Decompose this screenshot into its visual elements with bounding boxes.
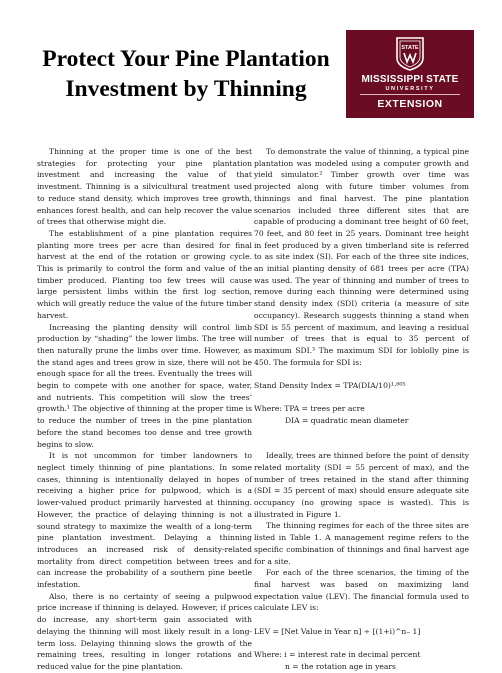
- logo-divider: [360, 94, 460, 95]
- left-paragraph-2: The establishment of a pine plantation requires planting more trees per acre than desired for final harvest at the end of the rotation or growing cycle. This is primarily to control the form and value of the timber produced. Planting too few trees will cause large persistent limbs within the first log section, which will greatly reduce the value of the future timber harvest.: [37, 228, 252, 320]
- logo-university-word: UNIVERSITY: [385, 86, 435, 92]
- right-paragraph-3: The thinning regimes for each of the three sites are listed in Table 1. A management regime refers to the specific combination of thinnings and final harvest age for a site.: [254, 521, 469, 566]
- right-paragraph-2: Ideally, trees are thinned before the point of density related mortality (SDI = 55 percent of max), and the number of trees retained in the stand after thinning (SDI = 35 percent of max) should ensure adequate site occupancy (no growing space is wasted). This is illustrated in Figure 1.: [254, 451, 469, 519]
- left-paragraph-1: Thinning at the proper time is one of the best strategies for protecting your pine plantation investment and increasing the value of that investment. Thinning is a silvicultural treatment used to reduce stand density, which improves tree growth, enhances forest health, and can help recover the value of trees that otherwise might die.: [37, 147, 252, 227]
- page-title: [36, 44, 336, 104]
- left-paragraph-5: Also, there is no certainty of seeing a pulpwood price increase if thinning is delayed. However, if prices do increase, any short-term gain associated with delaying the thinning will most likely result in a long-term loss. Delaying thinning slows the growth of the remaining trees, resulting in longer rotations and reduced value for the pine plantation.: [37, 591, 252, 671]
- title-line-1: Protect Your Pine Plantation: [42, 46, 330, 72]
- left-column: [37, 146, 252, 673]
- lev-formula: LEV = [Net Value in Year n] ÷ [(1+i)^n– 1]: [254, 626, 421, 636]
- right-paragraph-4: For each of the three scenarios, the timing of the final harvest was based on maximizing land expectation value (LEV). The financial formula used to calculate LEV is:: [254, 568, 469, 613]
- msu-extension-logo: [346, 30, 474, 118]
- seal-text: STATE: [401, 45, 419, 51]
- logo-university-name: MISSISSIPPI STATE: [361, 74, 459, 85]
- lev-where-n: n = the rotation age in years: [285, 661, 396, 671]
- right-column: [254, 146, 469, 673]
- left-paragraph-4: It is not uncommon for timber landowners to neglect timely thinning of pine plantations. In some cases, thinning is intentionally delayed in hopes of receiving a higher price for pulpwood, which is a lower-valued product primarily harvested at thinning. However, the practice of delaying thinning is not a sound strategy to maximize the wealth of a long-term pine plantation investment. Delaying a thinning introduces an increased risk of density-related mortality from direct competition between trees and can increase the probability of a southern pine beetle infestation.: [37, 451, 252, 590]
- logo-extension: EXTENSION: [377, 98, 443, 110]
- right-paragraph-1: To demonstrate the value of thinning, a typical pine plantation was modeled using a computer growth and yield simulator.² Timber growth over time was projected along with future timber volumes from thinnings and final harvest. The pine plantation scenarios included three different sites that are capable of producing a dominant tree height of 60 feet, 70 feet, and 80 feet in 25 years. Dominant tree height in feet produced by a given timberland site is referred to as site index (SI). For each of the three site indices, an initial planting density of 681 trees per acre (TPA) was used. The year of thinning and number of trees to remove during each thinning were determined using stand density index (SDI) criteria (a measure of site occupancy). Research suggests thinning a stand when SDI is 55 percent of maximum, and leaving a residual number of trees that is equal to 35 percent of maximum SDI.³ The maximum SDI for loblolly pine is 450. The formula for SDI is:: [254, 147, 469, 367]
- lev-where-i: Where: i = interest rate in decimal percent: [254, 650, 421, 660]
- title-line-2: Investment by Thinning: [65, 76, 307, 102]
- sdi-formula: Stand Density Index = TPA(DIA/10)¹·⁶⁰⁵: [254, 381, 406, 391]
- left-paragraph-3: Increasing the planting density will control limb production by “shading” the lower limbs. The tree will then naturally prune the limbs over time. However, as the stand ages and trees grow in size, there will not be enough space for all the trees. Eventually the trees will begin to compete with one another for space, water, and nutrients. This competition will slow the trees’ growth.¹ The objective of thinning at the proper time is to reduce the number of trees in the pine plantation before the stand becomes too dense and tree growth begins to slow.: [37, 322, 252, 449]
- sdi-where-tpa: Where: TPA = trees per acre: [254, 404, 365, 414]
- sdi-where-dia: DIA = quadratic mean diameter: [285, 416, 409, 426]
- msu-seal-icon: [395, 36, 425, 72]
